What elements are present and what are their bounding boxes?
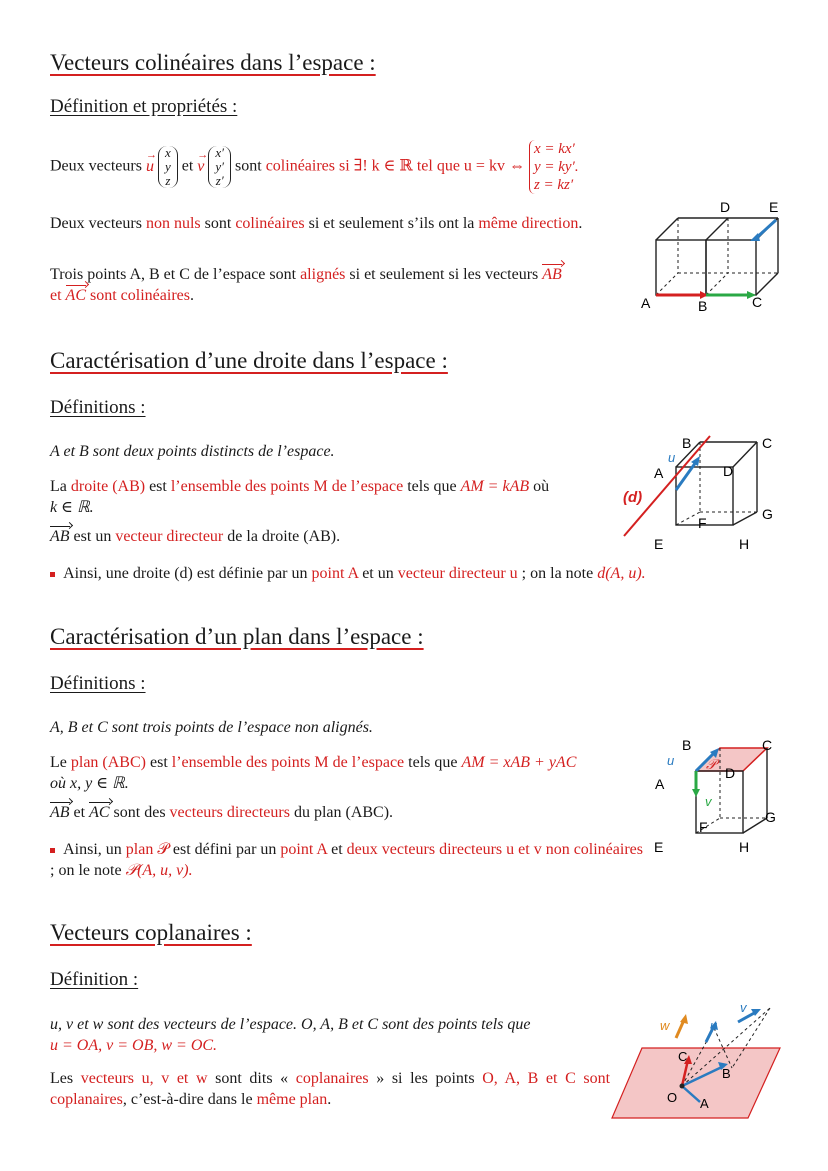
label-w: w (660, 1018, 670, 1033)
label-H: H (739, 839, 750, 855)
label-plane-P: 𝒫 (706, 756, 717, 772)
label-G: G (762, 506, 773, 522)
label-B: B (722, 1066, 731, 1081)
label-B: B (698, 298, 708, 314)
figure-aligned-points (636, 196, 786, 316)
plane-definition: Le plan (ABC) est l’ensemble des points M de l’espace tels que AM = xAB + yAC où x, y ∈ ℝ. (50, 754, 577, 792)
figure-plane (650, 736, 785, 858)
subtitle-definitions-line: Définitions : (50, 397, 146, 418)
def-prefix: Deux vecteurs (50, 157, 142, 175)
aligned-points-paragraph: Trois points A, B et C de l’espace sont alignés si et seulement si les vecteurs AB et AC sont colinéaires. (50, 266, 562, 304)
vector-v: → v (197, 156, 204, 177)
label-E: E (769, 199, 779, 215)
label-A: A (700, 1096, 709, 1111)
section-title-line: Caractérisation d’une droite dans l’espace : (50, 348, 448, 373)
label-B: B (682, 737, 692, 753)
label-F: F (698, 515, 707, 531)
label-C: C (752, 294, 763, 310)
label-d: (d) (623, 489, 643, 506)
label-D: D (723, 463, 734, 479)
line-definition: La droite (AB) est l’ensemble des points M de l’espace tels que AM = kAB où k ∈ ℝ. (50, 478, 550, 516)
label-C: C (762, 435, 773, 451)
vector-u-arrow (676, 462, 696, 490)
vector-u: → u (146, 156, 154, 177)
plane-director-vectors: AB et AC sont des vecteurs directeurs du plan (ABC). (50, 804, 394, 821)
label-A: A (654, 465, 664, 481)
label-C: C (762, 737, 773, 753)
figure-coplanar (610, 998, 782, 1120)
label-E: E (654, 839, 664, 855)
plane-coplanar (612, 1048, 780, 1118)
coplanar-p1: u, v et w sont des vecteurs de l’espace. O, A, B et C sont des points tels que u = OA, v = OB, w = OC. (50, 1016, 531, 1054)
label-F: F (699, 819, 708, 835)
label-A: A (641, 295, 651, 311)
label-E: E (654, 536, 664, 552)
nonzero-colinear-paragraph: Deux vecteurs non nuls sont colinéaires si et seulement s’ils ont la même direction. (50, 215, 583, 232)
label-B: B (682, 435, 692, 451)
line-summary: Ainsi, une droite (d) est définie par un point A et un vecteur directeur u ; on la note d(A, u). (50, 563, 646, 584)
label-G: G (765, 809, 776, 825)
coplanar-definition: Les vecteurs u, v et w sont dits « coplanaires » si les points O, A, B et C sont coplanaires, c’est-à-dire dans le même plan. (50, 1070, 611, 1108)
vector-w-arrow (676, 1020, 684, 1038)
label-v: v (705, 794, 712, 809)
label-u: u (710, 1018, 718, 1033)
subtitle-definitions-plane: Définitions : (50, 673, 146, 694)
subtitle-definition-properties: Définition et propriétés : (50, 96, 238, 117)
section-title-plane: Caractérisation d’un plan dans l’espace : (50, 624, 424, 649)
label-u: u (667, 753, 675, 768)
label-D: D (725, 765, 736, 781)
label-O: O (667, 1090, 678, 1105)
line-director-vector: AB est un vecteur directeur de la droite (AB). (50, 528, 341, 545)
matrix-u: x y z (158, 146, 178, 188)
label-C: C (678, 1049, 688, 1064)
section-title-colinear: Vecteurs colinéaires dans l’espace : (50, 50, 376, 75)
figure-line (618, 432, 783, 554)
colinear-condition: colinéaires si ∃! k ∈ ℝ tel que u = kv ⇔ (265, 157, 525, 175)
colinear-system: x = kx′ y = ky′. z = kz′ (529, 140, 579, 194)
label-A: A (655, 776, 665, 792)
label-D: D (720, 199, 731, 215)
subtitle-definition-coplanar: Définition : (50, 969, 139, 990)
plane-p1: A, B et C sont trois points de l’espace non alignés. (50, 719, 373, 736)
label-v: v (740, 1000, 747, 1015)
plane-summary: Ainsi, un plan 𝒫 est défini par un point A et deux vecteurs directeurs u et v non colinéaires ; on le note 𝒫(A, u, v). (50, 839, 650, 881)
section-title-coplanar: Vecteurs coplanaires : (50, 920, 252, 945)
line-p1: A et B sont deux points distincts de l’espace. (50, 443, 335, 460)
matrix-v: x′ y′ z′ (208, 146, 231, 188)
colinear-definition: Deux vecteurs → u x y z et → v x′ y′ z′ sont colinéaires si ∃! k ∈ ℝ tel que u = kv ⇔ x = kx′ y = ky′. z = kz′ (50, 140, 579, 194)
label-u: u (668, 450, 676, 465)
label-H: H (739, 536, 750, 552)
